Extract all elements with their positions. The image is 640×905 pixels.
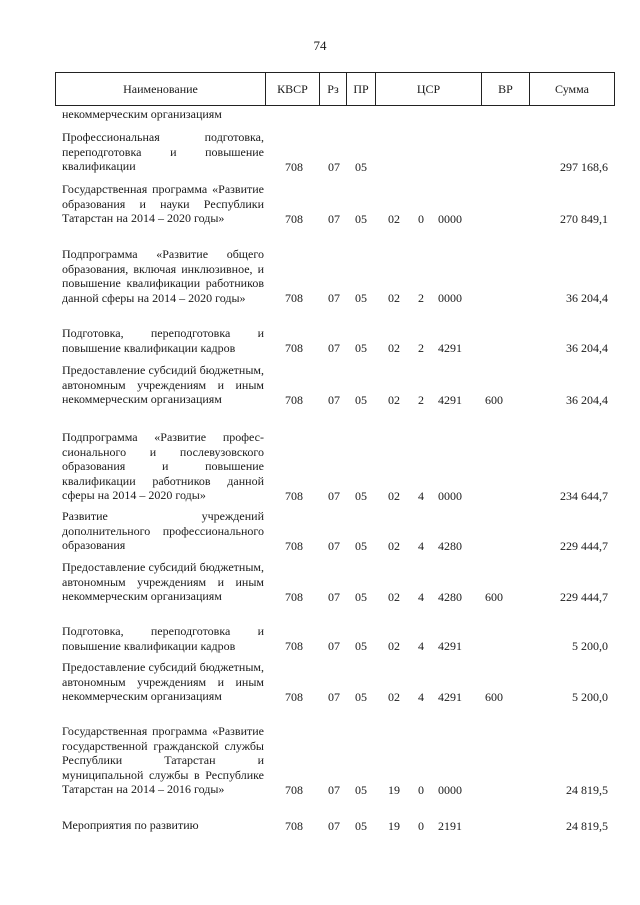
row-sum: 229 444,7 (560, 590, 608, 604)
row-rz: 07 (328, 291, 340, 305)
row-sum: 5 200,0 (572, 690, 608, 704)
row-sum: 229 444,7 (560, 539, 608, 553)
row-kvsr: 708 (285, 639, 303, 653)
row-name: Профессиональная подготовка, переподготовка и повышение квалификации (62, 130, 264, 173)
row-sum: 270 849,1 (560, 212, 608, 226)
row-name: Государственная программа «Развитие образования и науки Республики Татарстан на 2014 – 2020 годы» (62, 182, 264, 225)
header-vr: ВР (482, 73, 530, 105)
row-c2: 4 (418, 590, 424, 604)
row-c3: 4291 (438, 341, 462, 355)
header-kvsr: КВСР (266, 73, 320, 105)
row-c3: 4291 (438, 690, 462, 704)
row-name: Развитие учреждений дополнительного профессионального образования (62, 509, 264, 552)
row-c3: 4280 (438, 539, 462, 553)
row-rz: 07 (328, 393, 340, 407)
row-pr: 05 (355, 212, 367, 226)
row-rz: 07 (328, 539, 340, 553)
header-sum: Сумма (555, 82, 589, 96)
row-c1: 02 (388, 291, 400, 305)
row-pr: 05 (355, 291, 367, 305)
row-c3: 4291 (438, 639, 462, 653)
row-c3: 0000 (438, 489, 462, 503)
row-pr: 05 (355, 783, 367, 797)
row-name: Подготовка, переподготовка и повышение квалификации кадров (62, 624, 264, 653)
row-name: Подпрограмма «Развитие профес-сионального и послевузовского образования и повышение квалификации работников данной сферы на 2014 – 2020 годы» (62, 430, 264, 502)
row-c3: 4291 (438, 393, 462, 407)
row-c1: 02 (388, 341, 400, 355)
row-c1: 02 (388, 393, 400, 407)
row-c1: 02 (388, 690, 400, 704)
row-sum: 36 204,4 (566, 291, 608, 305)
row-sum: 24 819,5 (566, 819, 608, 833)
row-c3: 0000 (438, 212, 462, 226)
header-name: Наименование (56, 73, 266, 105)
row-c1: 02 (388, 639, 400, 653)
row-c2: 2 (418, 393, 424, 407)
row-kvsr: 708 (285, 539, 303, 553)
row-pr: 05 (355, 393, 367, 407)
row-vr: 600 (485, 393, 503, 407)
row-pr: 05 (355, 819, 367, 833)
row-kvsr: 708 (285, 393, 303, 407)
row-sum: 234 644,7 (560, 489, 608, 503)
header-rz: Рз (320, 73, 347, 105)
row-c1: 19 (388, 819, 400, 833)
header-pr: ПР (347, 73, 376, 105)
header-csr: ЦСР (376, 73, 482, 105)
row-c3: 0000 (438, 783, 462, 797)
row-rz: 07 (328, 783, 340, 797)
row-kvsr: 708 (285, 160, 303, 174)
row-c3: 0000 (438, 291, 462, 305)
page-number: 74 (313, 38, 327, 53)
row-name: Подготовка, переподготовка и повышение квалификации кадров (62, 326, 264, 355)
row-rz: 07 (328, 212, 340, 226)
row-c1: 19 (388, 783, 400, 797)
row-sum: 36 204,4 (566, 393, 608, 407)
row-name: Предоставление субсидий бюджетным, автономным учреждениям и иным некоммерческим организациям (62, 363, 264, 406)
row-rz: 07 (328, 639, 340, 653)
row-rz: 07 (328, 341, 340, 355)
row-pr: 05 (355, 341, 367, 355)
row-kvsr: 708 (285, 783, 303, 797)
row-c1: 02 (388, 539, 400, 553)
row-sum: 36 204,4 (566, 341, 608, 355)
row-c2: 4 (418, 539, 424, 553)
row-pr: 05 (355, 489, 367, 503)
row-name: Мероприятия по развитию (62, 818, 199, 832)
continuation-text: некоммерческим организациям (62, 107, 222, 121)
row-c1: 02 (388, 489, 400, 503)
row-rz: 07 (328, 819, 340, 833)
row-c2: 4 (418, 690, 424, 704)
row-name: Предоставление субсидий бюджетным, автономным учреждениям и иным некоммерческим организациям (62, 660, 264, 703)
row-c2: 0 (418, 783, 424, 797)
row-vr: 600 (485, 690, 503, 704)
row-c1: 02 (388, 212, 400, 226)
row-c2: 0 (418, 819, 424, 833)
row-sum: 297 168,6 (560, 160, 608, 174)
row-c3: 4280 (438, 590, 462, 604)
row-c2: 2 (418, 341, 424, 355)
row-c2: 0 (418, 212, 424, 226)
row-c3: 2191 (438, 819, 462, 833)
row-rz: 07 (328, 160, 340, 174)
row-pr: 05 (355, 539, 367, 553)
row-kvsr: 708 (285, 212, 303, 226)
row-pr: 05 (355, 160, 367, 174)
row-pr: 05 (355, 590, 367, 604)
row-pr: 05 (355, 690, 367, 704)
row-rz: 07 (328, 690, 340, 704)
row-sum: 24 819,5 (566, 783, 608, 797)
row-kvsr: 708 (285, 590, 303, 604)
row-c2: 4 (418, 639, 424, 653)
row-kvsr: 708 (285, 690, 303, 704)
row-c1: 02 (388, 590, 400, 604)
row-name: Государственная программа «Развитие государственной гражданской службы Республики Татарстан и муниципальной службы в Республике Татарстан на 2014 – 2016 годы» (62, 724, 264, 796)
table-header (55, 72, 615, 106)
row-kvsr: 708 (285, 819, 303, 833)
row-pr: 05 (355, 639, 367, 653)
row-kvsr: 708 (285, 341, 303, 355)
row-name: Подпрограмма «Развитие общего образования, включая инклюзивное, и повышение квалификации работников данной сферы на 2014 – 2020 годы» (62, 247, 264, 305)
row-kvsr: 708 (285, 489, 303, 503)
row-c2: 2 (418, 291, 424, 305)
row-rz: 07 (328, 489, 340, 503)
row-rz: 07 (328, 590, 340, 604)
row-kvsr: 708 (285, 291, 303, 305)
row-sum: 5 200,0 (572, 639, 608, 653)
row-name: Предоставление субсидий бюджетным, автономным учреждениям и иным некоммерческим организациям (62, 560, 264, 603)
row-vr: 600 (485, 590, 503, 604)
row-c2: 4 (418, 489, 424, 503)
